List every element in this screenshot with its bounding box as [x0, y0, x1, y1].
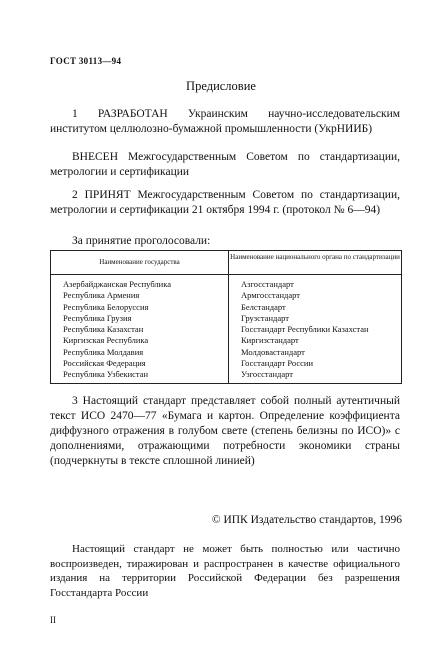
table-cell-state: Киргизская Республика: [63, 335, 149, 346]
table-column-divider: [228, 251, 229, 383]
table-header-state: Наименование государства: [99, 258, 180, 266]
table-cell-body: Белстандарт: [241, 301, 286, 312]
table-cell-state: Российская Федерация: [63, 358, 146, 369]
copyright-notice: © ИПК Издательство стандартов, 1996: [211, 514, 402, 526]
reproduction-notice-text: Настоящий стандарт не может быть полностью или частично воспроизведен, тиражирован и распространен в качестве официального издания на территории Российской Федерации без разрешения Госстандарта России: [50, 543, 400, 599]
document-code: ГОСТ 30113—94: [50, 56, 122, 66]
table-cell-body: Госстандарт России: [241, 358, 314, 369]
table-cell-state: Республика Молдавия: [63, 346, 144, 357]
paragraph-standard-text: [50, 394, 400, 469]
table-cell-body: Азгосстандарт: [241, 279, 294, 289]
paragraph-adopted: [50, 188, 400, 218]
page-number: II: [50, 615, 56, 625]
paragraph-submitted: [50, 150, 400, 180]
paragraph-developed-text: 1 РАЗРАБОТАН Украинским научно-исследовательским институтом целлюлозно-бумажной промышленности (УкрНИИБ): [50, 108, 400, 135]
table-cell-state: Республика Армения: [63, 290, 140, 301]
paragraph-submitted-text: ВНЕСЕН Межгосударственным Советом по стандартизации, метрологии и сертификации: [50, 151, 400, 178]
vote-intro: За принятие проголосовали:: [72, 235, 211, 247]
table-column-states: [63, 279, 171, 381]
table-cell-state: Республика Грузия: [63, 312, 132, 323]
table-cell-body: Киргизстандарт: [241, 335, 299, 346]
table-cell-state: Азербайджанская Республика: [63, 279, 172, 289]
paragraph-standard-text-body: 3 Настоящий стандарт представляет собой полный аутентичный текст ИСО 2470—77 «Бумага и картон. Определение коэффициента диффузного отражения в голубом свете (степень белизны по ИСО)» с дополнениями, отражающими потребности экономики страны (подчеркнуты в тексте сплошной линией): [50, 395, 400, 467]
table-cell-body: Грузстандарт: [241, 312, 289, 323]
paragraph-developed: [50, 107, 400, 137]
table-header-body: Наименование национального органа по стандартизации: [230, 253, 400, 261]
table-column-bodies: [241, 279, 369, 381]
table-cell-state: Республика Узбекистан: [63, 369, 149, 380]
table-cell-state: Республика Казахстан: [63, 324, 144, 335]
table-cell-state: Республика Белоруссия: [63, 301, 149, 312]
reproduction-notice: [50, 542, 400, 600]
table-cell-body: Армгосстандарт: [241, 290, 301, 301]
voting-table: [50, 250, 402, 384]
paragraph-adopted-text: 2 ПРИНЯТ Межгосударственным Советом по стандартизации, метрологии и сертификации 21 октября 1994 г. (протокол № 6—94): [50, 189, 400, 216]
section-title: Предисловие: [186, 79, 256, 93]
table-header-divider: [51, 274, 401, 275]
table-cell-body: Госстандарт Республики Казахстан: [241, 324, 369, 335]
table-cell-body: Молдовастандарт: [241, 346, 305, 357]
table-cell-body: Узгосстандарт: [241, 369, 294, 380]
